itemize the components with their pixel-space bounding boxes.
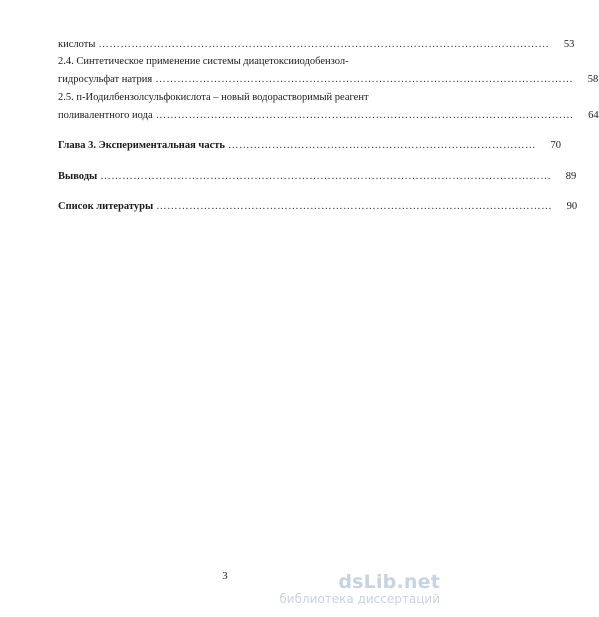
toc-dot-leader: …………………………………………………………………………………………………… (155, 110, 574, 121)
toc-dot-leader: …………………………………………………………………………………………………………… (100, 171, 552, 182)
page-number: 3 (222, 571, 228, 582)
toc-entry-text: Выводы (58, 171, 98, 182)
toc-dot-leader: ………………………………………………………………………… (227, 140, 536, 151)
toc-entry-acids (58, 38, 575, 51)
toc-entry-text: кислоты (58, 39, 96, 50)
toc-page-number: 53 (563, 39, 575, 50)
watermark (279, 572, 440, 606)
toc-entry-2-4-line1: 2.4. Синтетическое применение системы диацетоксииодобензол- (58, 56, 349, 67)
toc-entry-text: Глава 3. Экспериментальная часть (58, 140, 225, 151)
toc-dot-leader: ……………………………………………………………………………………………… (156, 201, 553, 212)
toc-dot-leader: …………………………………………………………………………………………………… (155, 74, 574, 85)
watermark-title: dsLib.net (338, 571, 440, 593)
toc-page-number: 90 (566, 201, 578, 212)
toc-entry-2-5-line1: 2.5. п-Иодилбензолсульфокислота – новый водорастворимый реагент (58, 92, 369, 103)
toc-entry-text: гидросульфат натрия (58, 74, 153, 85)
toc-entry-2-4 (58, 73, 599, 86)
toc-entry-conclusions (58, 170, 577, 183)
toc-entry-text: Список литературы (58, 201, 154, 212)
toc-entry-references (58, 200, 578, 213)
toc-entry-2-5 (58, 109, 599, 122)
toc-page-number: 64 (588, 110, 599, 121)
toc-dot-leader: …………………………………………………………………………………………………………… (98, 39, 550, 50)
toc-page-number: 58 (587, 74, 599, 85)
toc-entry-chapter-3 (58, 139, 561, 152)
watermark-subtitle: библиотека диссертаций (279, 592, 440, 606)
toc-page-number: 70 (550, 140, 561, 151)
toc-page-number: 89 (565, 171, 577, 182)
toc-entry-text: поливалентного иода (58, 110, 153, 121)
